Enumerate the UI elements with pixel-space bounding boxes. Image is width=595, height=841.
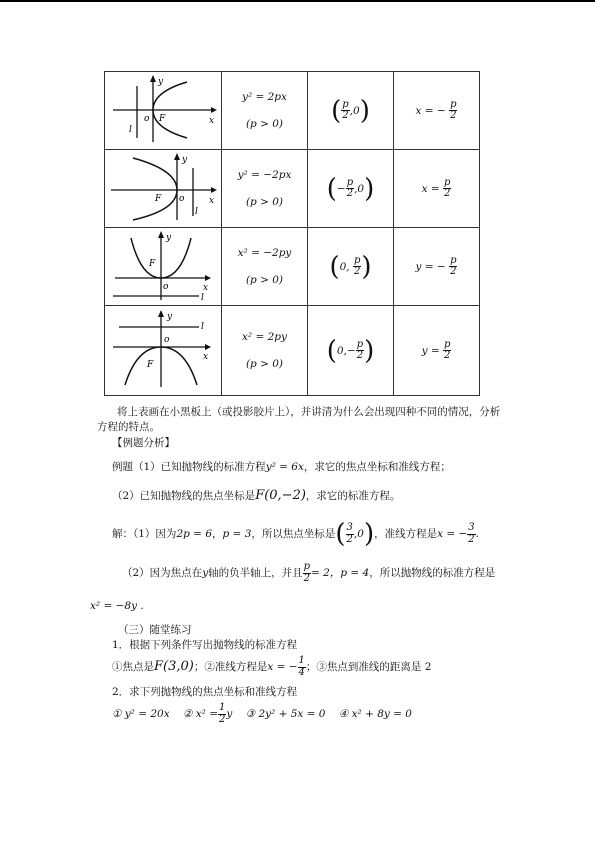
condition-text: (p > 0) [245,117,284,130]
practice-heading: （三）随堂练习 [118,624,192,636]
table-row [105,72,480,150]
origin-label: o [164,335,170,345]
focus-coord: ,0 [354,182,365,195]
directrix-label: l [201,293,204,302]
directrix-lhs: y = [421,344,440,357]
equation-cell [222,72,308,150]
focus-fraction: $\frac{p}{2}$ [346,176,354,199]
directrix-fraction: $\frac{p}{2}$ [450,98,457,121]
parabola-graph-down [107,228,219,302]
solution-2: （2）因为焦点在y轴的负半轴上，并且 $\frac{p}{2}$ = 2，p = 4，所以抛物线的标准方程是 [122,561,496,584]
focus-fraction: $\frac{p}{2}$ [342,98,349,121]
directrix-fraction: $\frac{p}{2}$ [444,176,451,199]
x-axis-label: x [209,116,215,126]
directrix-fraction: $\frac{p}{2}$ [450,254,457,277]
y-axis-label: y [167,312,173,322]
focus-fraction: $\frac{p}{2}$ [353,254,361,277]
y-axis-label: y [158,77,164,87]
standard-equation: y² = −2px [237,169,292,182]
equation-cell [222,306,308,396]
directrix-cell [394,72,480,150]
focus-label: F [159,114,166,124]
focus-fraction: $\frac{p}{2}$ [356,338,364,361]
directrix-cell [394,306,480,396]
solution-2-result: x² = −8y . [90,600,144,612]
directrix-lhs: x = [421,182,440,195]
graph-cell [105,150,222,228]
paragraph-line: 将上表画在小黑板上（或投影胶片上），并讲清为什么会出现四种不同的情况，分析 [117,406,501,418]
solution-1: 解：（1）因为2p = 6，p = 3，所以焦点坐标是( $\frac{3}{2}$ ,0)，准线方程是x = − $\frac{3}{2}$ . [112,519,480,549]
focus-coord: ,0 [349,104,360,117]
focus-cell: (− $\frac{p}{2}$ ,0) [308,150,394,228]
standard-equation: x² = −2py [237,247,292,260]
y-axis-label: y [166,233,172,243]
x-axis-label: x [203,283,209,293]
table-row [105,150,480,228]
table-row [105,228,480,306]
parabola-graph-right [107,72,219,146]
focus-coord: 0, [339,260,353,273]
condition-text: (p > 0) [245,195,284,208]
standard-equation: y² = 2px [242,91,287,104]
graph-cell [105,72,222,150]
question-1: 1．根据下列条件写出抛物线的标准方程 [112,639,298,651]
x-axis-label: x [209,196,215,206]
y-axis-label: y [182,155,188,165]
focus-coord: 0, [336,344,347,357]
focus-cell: (0, $\frac{p}{2}$ ) [308,228,394,306]
parabola-graph-left [107,150,219,224]
x-axis-label: x [203,352,209,362]
focus-label: F [149,259,156,269]
directrix-label: l [129,125,132,135]
example-1: 例题（1）已知抛物线的标准方程y² = 6x，求它的焦点坐标和准线方程； [112,461,451,473]
graph-cell [105,306,222,396]
example-2: （2）已知抛物线的焦点坐标是F(0,−2)，求它的标准方程。 [112,488,401,503]
top-border-line [0,0,595,2]
parabola-graph-up [107,307,219,391]
paragraph-line: 方程的特点。 [97,421,160,433]
origin-label: o [163,282,169,292]
question-1-items: ①焦点是F(3,0)；②准线方程是x = − $\frac{1}{4}$ ；③焦点到准线的距离是 2 [112,655,432,678]
origin-label: o [179,194,185,204]
focus-cell: (0,− $\frac{p}{2}$ ) [308,306,394,396]
parabola-table [104,71,480,396]
section-heading: 【例题分析】 [112,437,175,449]
directrix-lhs: x = − [415,104,446,117]
directrix-cell [394,228,480,306]
directrix-cell [394,150,480,228]
origin-label: o [144,114,150,124]
directrix-label: l [195,207,198,217]
equation-cell [222,228,308,306]
directrix-label: l [201,322,204,332]
question-2-items: ① y² = 20x ② x² = $\frac{1}{2}$ y ③ 2y² + 5x = 0 ④ x² + 8y = 0 [112,702,412,725]
focus-label: F [155,194,162,204]
directrix-fraction: $\frac{p}{2}$ [444,338,451,361]
table-row [105,306,480,396]
equation-cell [222,150,308,228]
condition-text: (p > 0) [245,357,284,370]
condition-text: (p > 0) [245,273,284,286]
focus-label: F [147,360,154,370]
directrix-lhs: y = − [415,260,446,273]
question-2: 2．求下列抛物线的焦点坐标和准线方程 [112,686,298,698]
standard-equation: x² = 2py [242,331,287,344]
focus-cell: ( $\frac{p}{2}$ ,0) [308,72,394,150]
graph-cell [105,228,222,306]
